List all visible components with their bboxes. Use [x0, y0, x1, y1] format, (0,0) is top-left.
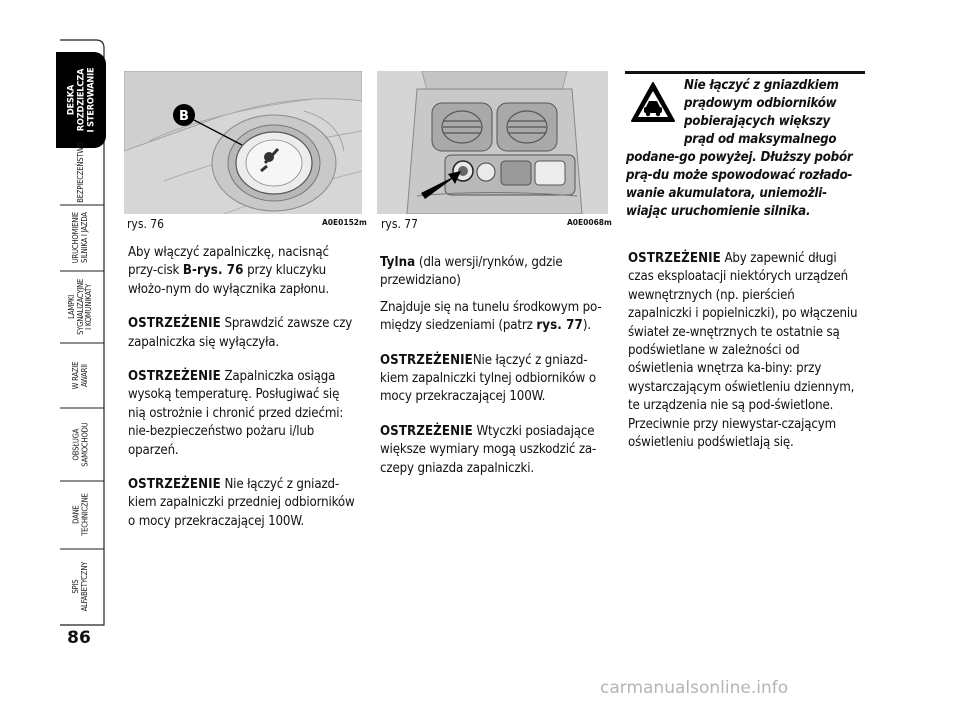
callout-b: B: [179, 109, 189, 124]
paragraph-location: Znajduje się na tunelu środkowym po-między siedzeniami (patrz rys. 77).: [380, 299, 602, 334]
figure-76-caption: rys. 76: [127, 217, 165, 231]
figure-76-code: A0E0152m: [322, 218, 367, 227]
tab-obsluga[interactable]: OBSŁUGA SAMOCHODU: [71, 422, 89, 467]
warning-front-100w: OSTRZEŻENIE Nie łączyć z gniazd-kiem zapalniczki przedniej odbiorników o mocy przekraczającej 100W.: [128, 477, 355, 529]
warning-rule: [625, 71, 865, 74]
figure-76-cigar-lighter: [124, 71, 362, 214]
warning-illumination: OSTRZEŻENIE Aby zapewnić długi czas eksploatacji niektórych urządzeń wewnętrznych (np. pierścień zapalniczki i popielniczki), po włączeniu świateł ze-wnętrznych te ostatnie są podświetlane w zależności od oświetlenia wnętrza ka-biny: przy wystarczającym oświetleniu dziennym, te urządzenia nie są pod-świetlone. Przeciwnie przy niewystar-czającym oświetleniu podświetlają się.: [628, 251, 858, 451]
warning-check-off: OSTRZEŻENIE Sprawdzić zawsze czy zapalniczka się wyłączyła.: [128, 316, 353, 350]
warning-plugs: OSTRZEŻENIE Wtyczki posiadające większe wymiary mogą uszkodzić za-czepy gniazda zapalniczki.: [380, 423, 597, 476]
figure-77-rear-console: [377, 71, 608, 214]
warning-rear-100w: OSTRZEŻENIENie łączyć z gniazd-kiem zapalniczki tylnej odbiorników o mocy przekraczającej 100W.: [380, 352, 596, 405]
watermark: carmanualsonline.info: [600, 678, 789, 698]
warning-battery-drain: Nie łączyć z gniazdkiem prądowym odbiorników pobierających większy prąd od maksymalnego podane-go powyżej. Dłuższy pobór prą-du może spowodować rozłado-wanie akumulatora, uniemożli-wiając uruchomienie silnika.: [626, 78, 853, 219]
warning-temperature: OSTRZEŻENIE Zapalniczka osiąga wysoką temperaturę. Posługiwać się nią ostrożnie i chronić przed dziećmi: nie-bezpieczeństwo pożaru i/lub oparzeń.: [128, 369, 344, 458]
figure-77-code: A0E0068m: [567, 218, 612, 227]
tab-bezpieczenstwo[interactable]: BEZPIECZEŃSTWO: [75, 142, 85, 203]
column-front-lighter: [128, 244, 360, 547]
tab-spis[interactable]: SPIS ALFABETYCZNY: [71, 562, 89, 612]
column-rear-lighter: [380, 254, 610, 494]
tab-lampki[interactable]: LAMPKI SYGNALIZACYJNE I KOMUNIKATY: [67, 278, 94, 336]
tab-w-razie-awarii[interactable]: W RAZIE AWARII: [71, 361, 89, 390]
paragraph-activation: Aby włączyć zapalniczkę, nacisnąć przy-cisk B-rys. 76 przy kluczyku włożo-nym do wyłącznika zapłonu.: [128, 245, 330, 297]
page-number: 86: [67, 628, 91, 648]
rear-heading: Tylna (dla wersji/rynków, gdzie przewidziano): [380, 255, 563, 289]
chapter-tabs: [0, 0, 106, 709]
tab-dane-techniczne[interactable]: DANE TECHNICZNE: [71, 493, 89, 537]
tab-uruchomienie[interactable]: URUCHOMIENIE SILNIKA I JAZDA: [71, 212, 89, 264]
tab-deska-rozdzielcza[interactable]: DESKA ROZDZIELCZA I STEROWANIE: [56, 52, 106, 148]
column-illumination: [628, 250, 860, 468]
figure-77-caption: rys. 77: [381, 217, 419, 231]
